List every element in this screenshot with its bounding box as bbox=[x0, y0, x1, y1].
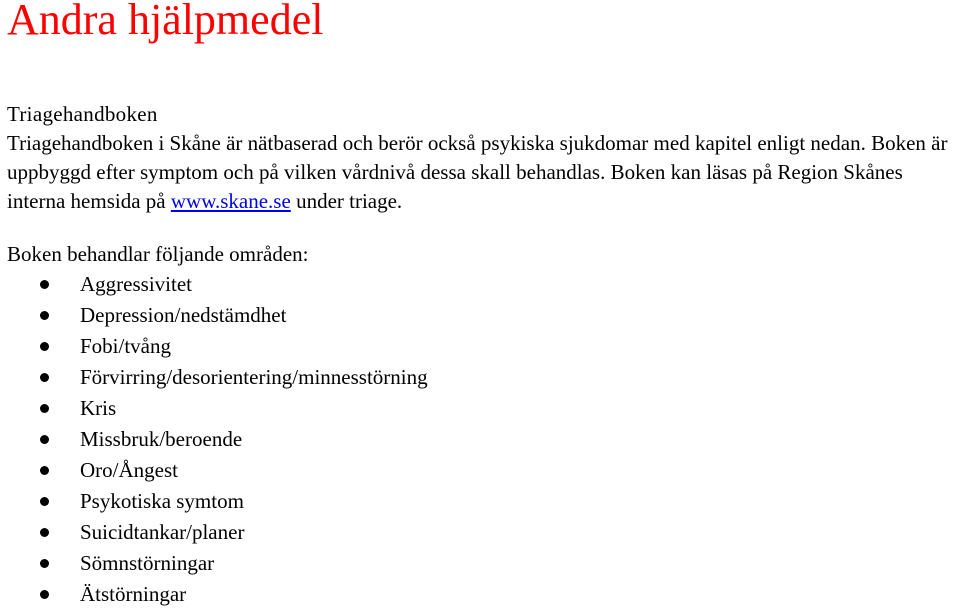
list-item-label: Depression/nedstämdhet bbox=[80, 303, 287, 327]
list-item bbox=[7, 579, 957, 610]
bullet-icon bbox=[40, 311, 49, 320]
list-item-label: Fobi/tvång bbox=[80, 334, 172, 358]
list-item-label: Aggressivitet bbox=[80, 272, 192, 296]
list-item bbox=[7, 300, 957, 331]
list-item bbox=[7, 486, 957, 517]
list-item-label: Ätstörningar bbox=[80, 582, 187, 606]
list-item-label: Missbruk/beroende bbox=[80, 427, 243, 451]
list-item bbox=[7, 548, 957, 579]
list-item-label: Kris bbox=[80, 396, 117, 420]
document-page bbox=[7, 0, 957, 610]
bullet-icon bbox=[40, 342, 49, 351]
bullet-icon bbox=[40, 373, 49, 382]
list-item bbox=[7, 362, 957, 393]
page-title: Andra hjälpmedel bbox=[7, 0, 324, 44]
list-item bbox=[7, 269, 957, 300]
bullet-icon bbox=[40, 466, 49, 475]
list-item-label: Suicidtankar/planer bbox=[80, 520, 245, 544]
bullet-icon bbox=[40, 435, 49, 444]
areas-list bbox=[7, 269, 957, 610]
bullet-icon bbox=[40, 590, 49, 599]
areas-intro: Boken behandlar följande områden: bbox=[7, 242, 309, 266]
list-item-label: Psykotiska symtom bbox=[80, 489, 244, 513]
section-heading: Triagehandboken bbox=[7, 102, 158, 126]
bullet-icon bbox=[40, 497, 49, 506]
list-item-label: Sömnstörningar bbox=[80, 551, 215, 575]
list-item bbox=[7, 455, 957, 486]
skane-website-link[interactable]: www.skane.se bbox=[170, 189, 291, 213]
list-item bbox=[7, 393, 957, 424]
paragraph-text-after-link: under triage. bbox=[290, 189, 403, 213]
list-item-label: Förvirring/desorientering/minnesstörning bbox=[80, 365, 428, 389]
bullet-icon bbox=[40, 280, 49, 289]
bullet-icon bbox=[40, 404, 49, 413]
list-item bbox=[7, 517, 957, 548]
list-item bbox=[7, 331, 957, 362]
section-paragraph bbox=[7, 129, 957, 216]
list-item-label: Oro/Ångest bbox=[80, 458, 178, 482]
list-item bbox=[7, 424, 957, 455]
bullet-icon bbox=[40, 528, 49, 537]
paragraph-text-before-link: Triagehandboken i Skåne är nätbaserad och berör också psykiska sjukdomar med kapitel enligt nedan. Boken är uppbyggd efter symptom och på vilken vårdnivå dessa skall behandlas. Boken kan läsas på Region Skånes interna hemsida på bbox=[7, 131, 948, 213]
bullet-icon bbox=[40, 559, 49, 568]
